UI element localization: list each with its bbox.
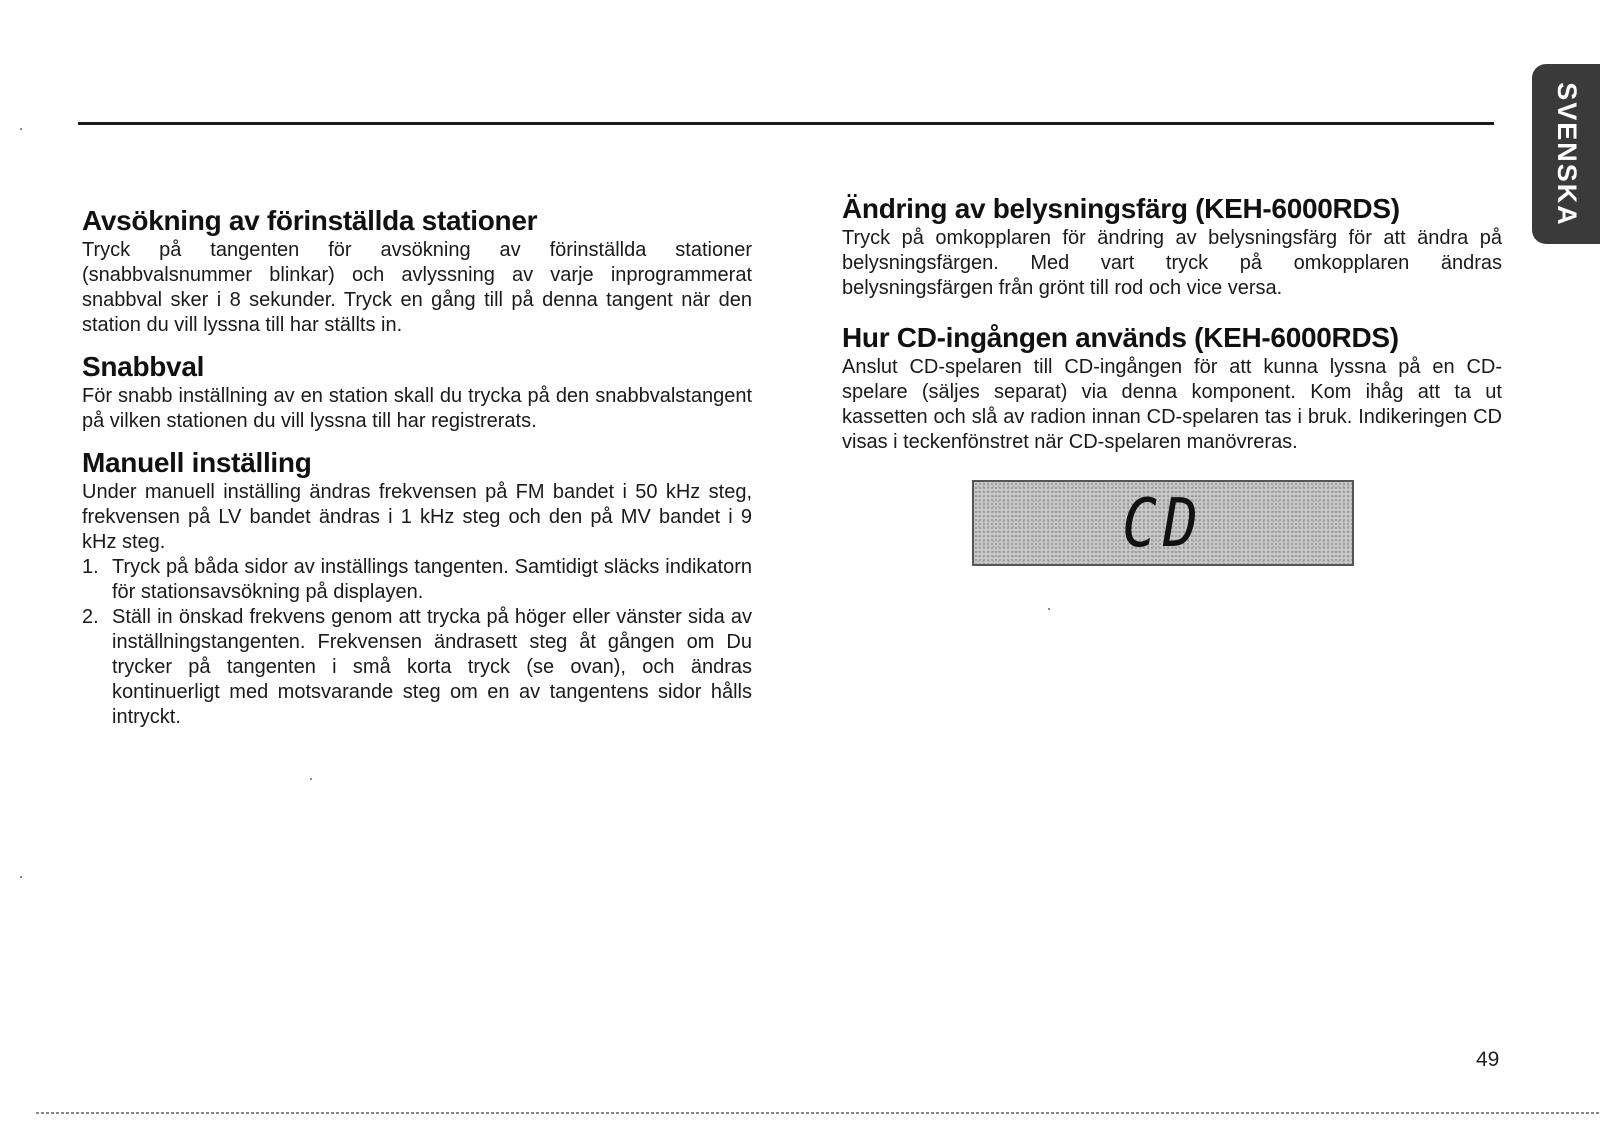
section-title-illumination-color: Ändring av belysningsfärg (KEH-6000RDS) [842, 193, 1400, 224]
section-body-cd-input: Anslut CD-spelaren till CD-ingången för att kunna lyssna på en CD-spelare (säljes separat) via denna komponent. Kom ihåg att ta ut kassetten och slå av radion innan CD-spelaren tas i bruk. Indikeringen CD visas i teckenfönstret när CD-spelaren manövreras. [842, 356, 1502, 453]
manual-tuning-steps [82, 555, 752, 730]
list-item [82, 555, 752, 605]
section-body-preset-scan: Tryck på tangenten för avsökning av förinställda stationer (snabbvalsnummer blinkar) och avlyssning av varje inprogrammerat snabbval sker i 8 sekunder. Tryck en gång till på denna tangent när den station du vill lyssna till har ställts in. [82, 239, 752, 336]
step-text: Ställ in önskad frekvens genom att trycka på höger eller vänster sida av inställningstangenten. Frekvensen ändrasett steg åt gången om Du trycker på tangenten i små korta tryck (se ovan), och ändras kontinuerligt med motsvarande steg om en av tangentens sidor hålls intryckt. [112, 606, 752, 728]
page-number: 49 [1476, 1048, 1500, 1071]
language-tab-label: SVENSKA [1551, 81, 1582, 227]
section-title-cd-input: Hur CD-ingången används (KEH-6000RDS) [842, 322, 1399, 353]
list-item [82, 605, 752, 730]
step-text: Tryck på båda sidor av inställings tangenten. Samtidigt släcks indikatorn för stationsavsökning på displayen. [112, 556, 752, 603]
section-body-manual-tuning: Under manuell inställing ändras frekvensen på FM bandet i 50 kHz steg, frekvensen på LV bandet ändras i 1 kHz steg och den på MV bandet i 9 kHz steg. [82, 481, 752, 553]
left-column [82, 204, 752, 730]
section-body-quick-select: För snabb inställning av en station skall du trycka på den snabbvalstangent på vilken stationen du vill lyssna till har registrerats. [82, 385, 752, 432]
step-number: 2. [82, 606, 99, 628]
scan-speck [20, 128, 22, 130]
section-title-quick-select: Snabbval [82, 351, 205, 382]
bottom-rule [36, 1112, 1600, 1114]
lcd-display-text: CD [1122, 483, 1204, 563]
top-rule [78, 122, 1494, 125]
scan-speck [20, 876, 22, 878]
lcd-display [972, 480, 1354, 566]
scan-speck [310, 778, 312, 780]
language-tab [1532, 64, 1600, 244]
right-column [842, 192, 1502, 467]
section-title-manual-tuning: Manuell inställing [82, 447, 312, 478]
section-body-illumination-color: Tryck på omkopplaren för ändring av belysningsfärg för att ändra på belysningsfärgen. Med vart tryck på omkopplaren ändras belysningsfärgen från grönt till rod och vice versa. [842, 227, 1502, 299]
step-number: 1. [82, 556, 99, 578]
scan-speck [1048, 608, 1050, 610]
section-title-preset-scan: Avsökning av förinställda stationer [82, 205, 538, 236]
